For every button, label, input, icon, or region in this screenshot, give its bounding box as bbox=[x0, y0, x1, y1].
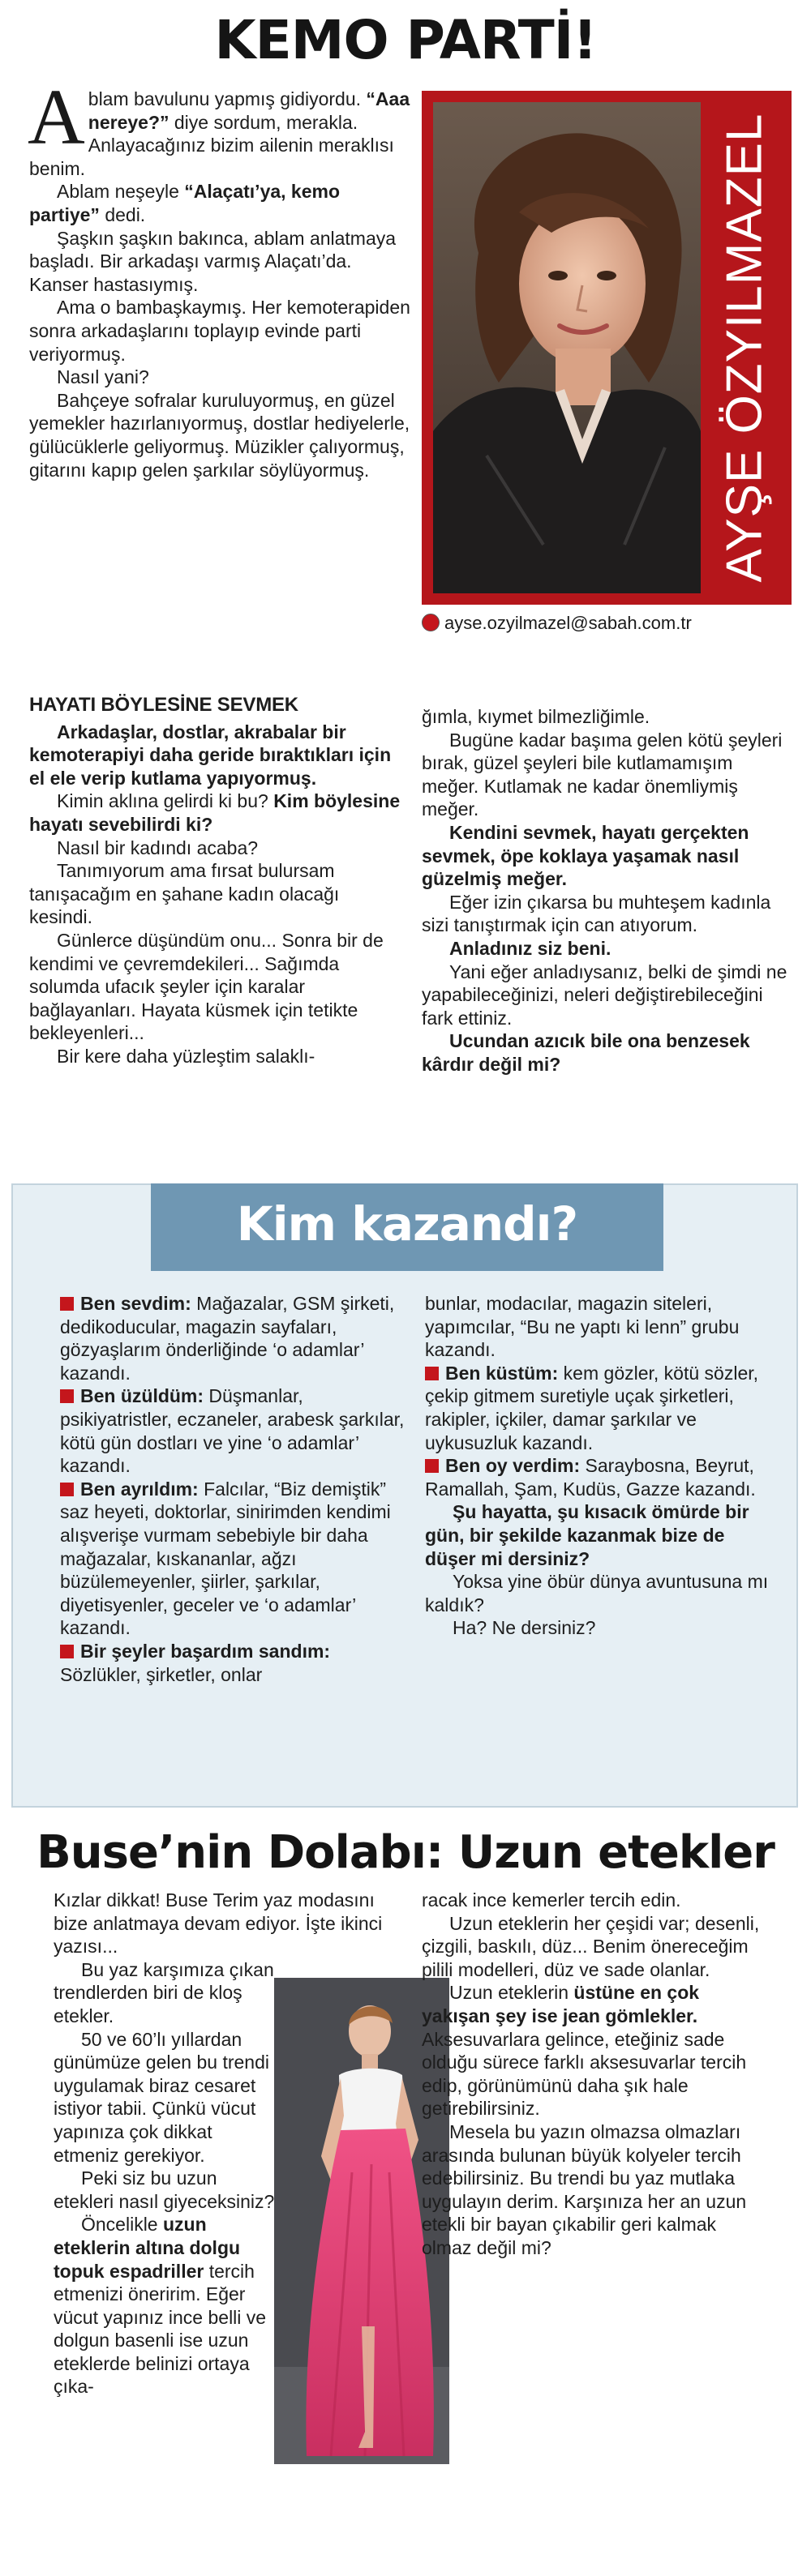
paragraph: Uzun eteklerin üstüne en çok yakışan şey ise jean gömlekler. Aksesuvarlara gelince, eteğiniz sade olduğu sürece farklı aksesuvarlar tercih edip, görünümünü daha şık hale getirebilirsiniz. bbox=[422, 1982, 747, 2120]
paragraph: Ablam neşeyle “Alaçatı’ya, kemo partiye” dedi. bbox=[29, 181, 341, 225]
paragraph: Yani eğer anladıysanız, belki de şimdi ne yapabileceğinizi, neleri değiştirebileceğini fark ettiniz. bbox=[422, 961, 787, 1029]
article1-intro: Ablam bavulunu yapmış gidiyordu. “Aaa nereye?” diye sordum, merakla. Anlayacağınız bizim ailenin meraklısı benim. bbox=[28, 74, 410, 179]
author-name-vertical: AYŞE ÖZYILMAZEL bbox=[716, 113, 773, 583]
paragraph: Şaşkın şaşkın bakınca, ablam anlatmaya başladı. Bir arkadaşı varmış Alaçatı’da. Kanser hastasıymış. bbox=[29, 227, 397, 295]
paragraph: 50 ve 60’lı yıllardan günümüze gelen bu trendi uygulamak biraz cesaret istiyor tabii. Çünkü vücut yapınıza çok dikkat etmeniz gerekiyor. bbox=[54, 2028, 269, 2166]
box-column-2 bbox=[425, 1292, 774, 1640]
paragraph: Kendini sevmek, hayatı gerçekten sevmek, öpe koklaya yaşamak nasıl güzelmiş meğer. bbox=[422, 821, 749, 890]
sidebar-box bbox=[11, 1183, 798, 1808]
email-icon bbox=[422, 614, 440, 631]
paragraph: Ucundan azıcık bile ona benzesek kârdır değil mi? bbox=[422, 1030, 750, 1075]
bullet-icon bbox=[425, 1459, 439, 1473]
paragraph: racak ince kemerler tercih edin. bbox=[422, 1889, 681, 1911]
article1-column-2 bbox=[29, 694, 402, 1068]
paragraph: ğımla, kıymet bilmezliğimle. bbox=[422, 706, 650, 727]
bullet-icon bbox=[60, 1297, 74, 1311]
author-portrait-frame bbox=[422, 91, 792, 605]
article2-title: Buse’nin Dolabı: Uzun etekler bbox=[36, 1826, 775, 1879]
paragraph: Tanımıyorum ama fırsat bulursam tanışacağım en şahane kadın olacağı kesindi. bbox=[29, 860, 340, 928]
paragraph: Bu yaz karşımıza çıkan trendlerden biri de kloş etekler. bbox=[54, 1958, 274, 2026]
paragraph: Arkadaşlar, dostlar, akrabalar bir kemoterapiyi daha geride bıraktıkları için el ele verip kutlama yapıyormuş. bbox=[29, 721, 392, 789]
article1-column-1 bbox=[28, 74, 410, 481]
article-title: KEMO PARTİ! bbox=[214, 9, 597, 71]
paragraph: Kızlar dikkat! Buse Terim yaz modasını bize anlatmaya devam ediyor. İşte ikinci yazısı... bbox=[54, 1889, 383, 1958]
paragraph: Ama o bambaşkaymış. Her kemoterapiden sonra arkadaşlarını toplayıp evinde parti veriyormuş. bbox=[29, 297, 410, 365]
paragraph: Uzun eteklerin her çeşidi var; desenli, çizgili, baskılı, düz... Benim önereceğim pilili modelleri, düz ve sade olanlar. bbox=[422, 1912, 760, 1980]
paragraph: Nasıl yani? bbox=[57, 366, 149, 388]
paragraph: Yoksa yine öbür dünya avuntusuna mı kaldık? bbox=[425, 1571, 769, 1615]
paragraph: Anladınız siz beni. bbox=[449, 937, 611, 959]
section-subhead: HAYATI BÖYLESİNE SEVMEK bbox=[29, 694, 298, 716]
paragraph: Eğer izin çıkarsa bu muhteşem kadınla sizi tanıştırmak için can atıyorum. bbox=[422, 891, 771, 936]
drop-cap: A bbox=[28, 74, 85, 161]
list-item: Ben ayrıldım: Falcılar, “Biz demiştik” saz heyeti, doktorlar, sinirimden kendimi alışverişe vurmam sebebiyle bir daha mağazalar, kıskananlar, ağzı büzülemeyenler, şiirler, şarkılar, diyetisyenler, geceler ve ‘o adamlar’ kazandı. bbox=[60, 1478, 391, 1639]
list-item: Bir şeyler başardım sandım: Sözlükler, şirketler, onlar bbox=[60, 1640, 331, 1685]
paragraph: Kimin aklına gelirdi ki bu? Kim böylesine hayatı sevebilirdi ki? bbox=[29, 790, 401, 835]
box-column-1 bbox=[60, 1292, 409, 1686]
paragraph: Şu hayatta, şu kısacık ömürde bir gün, bir şekilde kazanmak bize de düşer mi dersiniz? bbox=[425, 1501, 749, 1569]
author-email[interactable]: ayse.ozyilmazel@sabah.com.tr bbox=[422, 611, 795, 635]
paragraph: Bugüne kadar başıma gelen kötü şeyleri bırak, güzel şeyleri bile kutlamamışım meğer. Kutlamak ne kadar önemliymiş meğer. bbox=[422, 729, 783, 820]
paragraph: Günlerce düşündüm onu... Sonra bir de kendimi ve çevremdekileri... Sağımda solumda ufacık şeyler için karalar bağlayanları. Hayata küsmek için tetikte bekleyenleri... bbox=[29, 929, 384, 1044]
paragraph: Peki siz bu uzun etekleri nasıl giyeceksiniz? bbox=[54, 2167, 275, 2212]
list-item: Ben oy verdim: Saraybosna, Beyrut, Ramallah, Şam, Kudüs, Gazze kazandı. bbox=[425, 1455, 756, 1500]
bullet-icon bbox=[425, 1367, 439, 1380]
list-item: Ben üzüldüm: Düşmanlar, psikiyatristler, eczaneler, arabesk şarkılar, kötü gün dostları ve yine ‘o adamlar’ kazandı. bbox=[60, 1385, 405, 1477]
article1-column-3 bbox=[422, 705, 788, 1076]
paragraph: Mesela bu yazın olmazsa olmazları arasında bulunan büyük kolyeler tercih edebilirsiniz. Bu trendi bu yaz mutlaka uygulayın derim. Karşınıza her an uzun etekli bir bayan çıkabilir geri kalmak olmaz değil mi? bbox=[422, 2120, 747, 2258]
box-title-banner bbox=[151, 1183, 663, 1271]
bullet-icon bbox=[60, 1483, 74, 1496]
list-item: Ben küstüm: kem gözler, kötü sözler, çekip gitmem suretiyle uçak şirketleri, rakipler, içkiler, damar şarkılar ve uykusuzluk kazandı. bbox=[425, 1362, 759, 1453]
paragraph: Bahçeye sofralar kuruluyormuş, en güzel yemekler hazırlanıyormuş, dostlar hediyelerle, gülücüklerle geliyormuş. Müzikler çalıyormuş, gitarını kapıp gelen şarkılar söylüyormuş. bbox=[29, 389, 410, 481]
paragraph: bunlar, modacılar, magazin siteleri, yapımcılar, “Bu ne yaptı ki lenn” grubu kazandı. bbox=[425, 1293, 740, 1361]
article2-column-2 bbox=[422, 1889, 770, 2260]
bullet-icon bbox=[60, 1389, 74, 1403]
paragraph: Nasıl bir kadındı acaba? bbox=[57, 837, 259, 858]
bullet-icon bbox=[60, 1645, 74, 1658]
box-title: Kim kazandı? bbox=[236, 1196, 578, 1252]
paragraph: Öncelikle uzun eteklerin altına dolgu topuk espadriller tercih etmenizi öneririm. Eğer vücut yapınız ince belli ve dolgun basenli ise uzun eteklerde belinizi ortaya çıka- bbox=[54, 2214, 267, 2398]
paragraph: Ha? Ne dersiniz? bbox=[453, 1617, 596, 1639]
list-item: Ben sevdim: Mağazalar, GSM şirketi, dedikoducular, magazin sayfaları, gözyaşlarım önderliğinde ‘o adamlar’ kazandı. bbox=[60, 1293, 395, 1384]
paragraph: Bir kere daha yüzleştim salaklı- bbox=[57, 1045, 315, 1067]
